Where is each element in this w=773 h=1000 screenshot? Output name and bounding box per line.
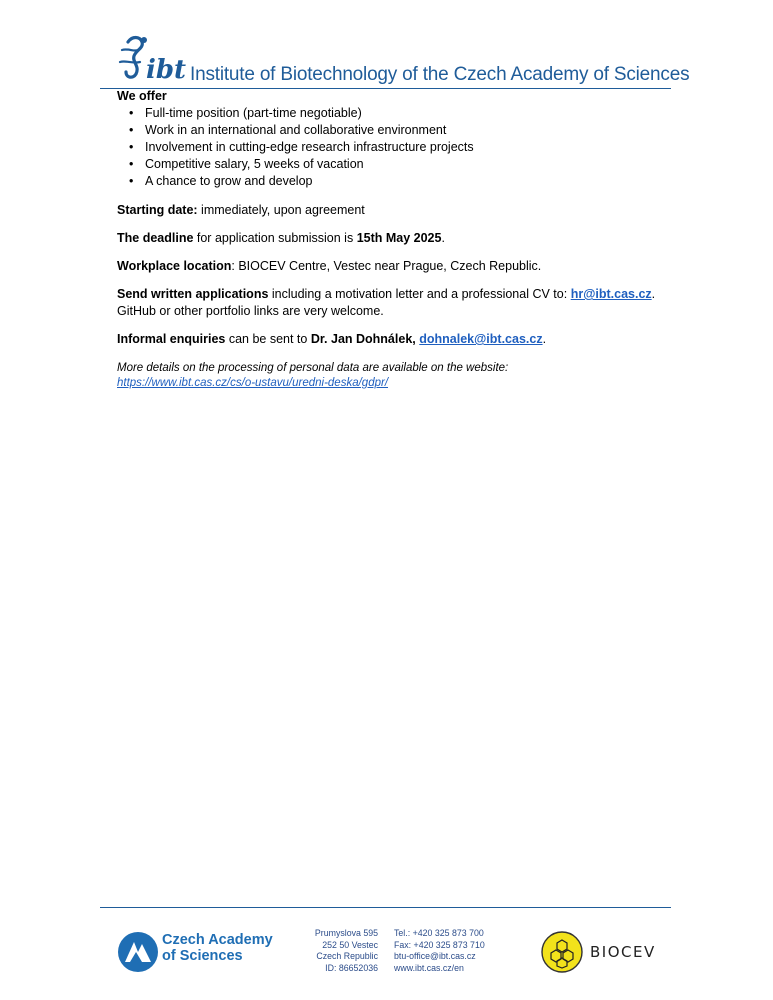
applications-portfolio-note: GitHub or other portfolio links are very welcome. [117,304,384,318]
institute-title: Institute of Biotechnology of the Czech Academy of Sciences [190,64,690,85]
starting-date-text: immediately, upon agreement [197,203,365,217]
applications-paragraph [117,286,677,320]
deadline-date: 15th May 2025 [356,231,442,245]
enquiries-end: . [542,332,547,346]
biocev-name: BIOCEV [590,943,656,961]
deadline-text: for application submission is [193,231,357,245]
enquiries-label: Informal enquiries [117,332,226,346]
czech-academy-logo-icon [116,930,160,974]
gdpr-note [117,361,677,391]
offer-list [117,105,677,190]
czech-academy-name: Czech Academy of Sciences [162,932,273,964]
list-item: • Competitive salary, 5 weeks of vacation [145,156,677,173]
list-item: • Full-time position (part-time negotiable) [145,105,677,122]
page-footer [100,907,671,998]
ibt-logo-icon [114,32,194,86]
workplace-paragraph [117,258,677,275]
deadline-paragraph [117,230,677,247]
footer-address: Prumyslova 595 252 50 Vestec Czech Republic ID: 86652036 [314,928,378,973]
starting-date-paragraph [117,202,677,219]
page-header [100,32,690,89]
applications-label: Send written applications [117,287,269,301]
gdpr-text: More details on the processing of personal data are available on the website: [117,362,509,374]
footer-contact: Tel.: +420 325 873 700 Fax: +420 325 873 710 btu-office@ibt.cas.cz www.ibt.cas.cz/en [394,928,485,973]
offer-heading: We offer [117,89,167,103]
list-item: • Work in an international and collaborative environment [145,122,677,139]
enquiries-text: can be sent to [225,332,311,346]
document-body [117,88,677,391]
deadline-label: The deadline [117,231,194,245]
applications-end: . [651,287,656,301]
workplace-label: Workplace location [117,259,232,273]
list-item: • Involvement in cutting-edge research infrastructure projects [145,139,677,156]
deadline-end: . [441,231,445,245]
biocev-logo-icon [540,930,584,974]
hr-email-link[interactable]: hr@ibt.cas.cz [570,287,652,301]
enquiries-paragraph [117,331,677,348]
gdpr-link[interactable]: https://www.ibt.cas.cz/cs/o-ustavu/uredni-deska/gdpr/ [117,377,389,389]
dohnalek-email-link[interactable]: dohnalek@ibt.cas.cz [419,332,543,346]
starting-date-label: Starting date: [117,203,198,217]
workplace-text: : BIOCEV Centre, Vestec near Prague, Czech Republic. [231,259,542,273]
applications-text: including a motivation letter and a professional CV to: [268,287,571,301]
list-item: • A chance to grow and develop [145,173,677,190]
enquiries-person: Dr. Jan Dohnálek, [310,332,416,346]
svg-text:ibt: ibt [146,55,187,85]
